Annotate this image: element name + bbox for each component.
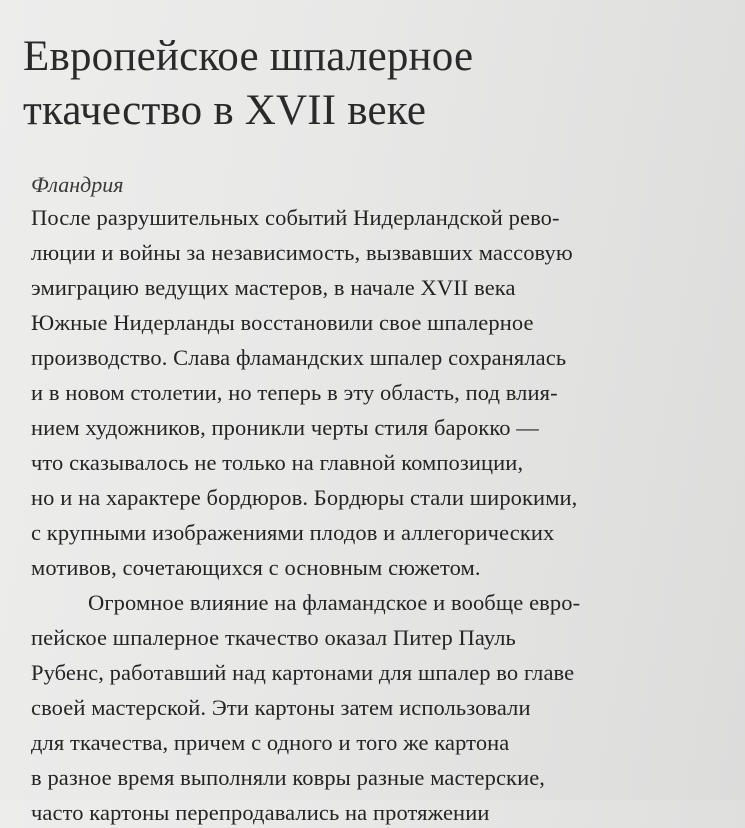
section-subtitle: Фландрия <box>31 172 124 197</box>
panel-title-line: ткачество в XVII веке <box>23 87 427 134</box>
panel-title-line: Европейское шпалерное <box>23 33 474 80</box>
text-line: что сказывалось не только на главной композиции, <box>31 450 524 475</box>
panel-title <box>23 30 473 138</box>
text-line: пейское шпалерное ткачество оказал Питер Пауль <box>31 625 516 650</box>
text-line: После разрушительных событий Нидерландской рево- <box>31 205 560 230</box>
text-line: люции и войны за независимость, вызвавших массовую <box>31 240 573 265</box>
text-line: но и на характере бордюров. Бордюры стали широкими, <box>31 485 578 510</box>
text-line: Рубенс, работавший над картонами для шпалер во главе <box>31 660 575 685</box>
text-line: с крупными изображениями плодов и аллегорических <box>31 520 555 545</box>
text-line: и в новом столетии, но теперь в эту область, под влия- <box>31 380 558 405</box>
text-line: Огромное влияние на фламандское и вообще евро- <box>88 590 581 615</box>
text-line: в разное время выполняли ковры разные мастерские, <box>31 765 546 790</box>
text-line: мотивов, сочетающихся с основным сюжетом. <box>31 555 481 580</box>
text-line: производство. Слава фламандских шпалер сохранялась <box>31 345 567 370</box>
text-line: эмиграцию ведущих мастеров, в начале XVII века <box>31 275 516 300</box>
text-line: для ткачества, причем с одного и того же картона <box>31 730 510 755</box>
text-line: нием художников, проникли черты стиля барокко — <box>31 415 539 440</box>
text-line: Южные Нидерланды восстановили свое шпалерное <box>31 310 534 335</box>
text-line: часто картоны перепродавались на протяжении <box>31 800 490 825</box>
text-line: своей мастерской. Эти картоны затем использовали <box>31 695 531 720</box>
